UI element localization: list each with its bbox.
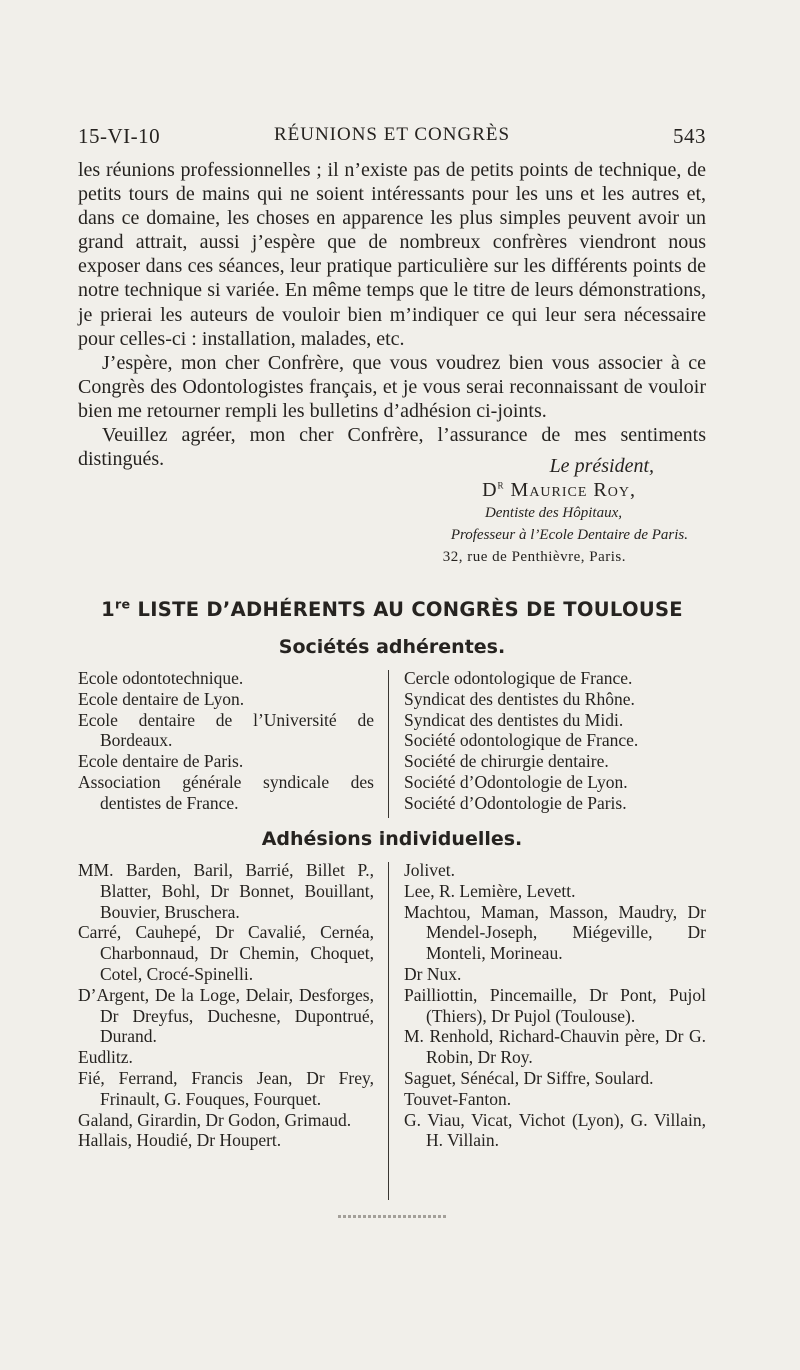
column-divider [388, 862, 389, 1200]
signature-role: Le président, [549, 455, 654, 477]
signature-address: 32, rue de Penthièvre, Paris. [442, 549, 626, 565]
paragraph-1: les réunions professionnelles ; il n’existe pas de petits points de technique, de petits tours de mains qui ne soient intéressants pour les uns et les autres et, dans ce domaine, les choses en apparence les plus simples peuvent avoir un grand attrait, aussi j’espère que de nombreux confrères viendront nous exposer dans ces séances, leur pratique particulière sur les différents points de notre technique si variée. En même temps que le titre de leurs démonstrations, je prierai les auteurs de vouloir bien m’indiquer ce qui leur sera nécessaire pour celles-ci : installation, malades, etc. [78, 159, 706, 350]
list-item: Ecole dentaire de l’Université de Bordeaux. [78, 709, 374, 751]
list-item: Saguet, Sénécal, Dr Siffre, Soulard. [404, 1067, 654, 1088]
list-item: Pailliottin, Pincemaille, Dr Pont, Pujol (Thiers), Dr Pujol (Toulouse). [404, 984, 706, 1026]
societies-left-column [78, 668, 374, 814]
list-item: Ecole dentaire de Lyon. [78, 688, 245, 709]
list-item: MM. Barden, Baril, Barrié, Billet P., Blatter, Bohl, Dr Bonnet, Bouillant, Bouvier, Bruschera. [78, 860, 374, 922]
individuals-title: Adhésions individuelles. [261, 828, 523, 850]
paragraph-2: J’espère, mon cher Confrère, que vous voudrez bien vous associer à ce Congrès des Odontologistes français, et je vous serai reconnaissant de vouloir bien me retourner rempli les bulletins d’adhésion ci-joints. [78, 351, 706, 422]
list-item: Ecole odontotechnique. [78, 668, 244, 688]
page-number: 543 [673, 124, 706, 148]
signature-block [78, 455, 706, 568]
list-item: Eudlitz. [78, 1047, 133, 1068]
list-item: Association générale syndicale des dentistes de France. [78, 771, 374, 813]
list-item: Société d’Odontologie de Lyon. [404, 771, 628, 792]
list-item: D’Argent, De la Loge, Delair, Desforges, Dr Dreyfus, Duchesne, Dupontrué, Durand. [78, 984, 374, 1047]
running-header [78, 124, 706, 154]
list-item: Touvet-Fanton. [404, 1088, 512, 1109]
list-title-text: LISTE D’ADHÉRENTS AU CONGRÈS DE TOULOUSE [137, 598, 683, 621]
list-item: Ecole dentaire de Paris. [78, 751, 244, 772]
individuals-right-column [404, 860, 706, 1151]
list-item: Fié, Ferrand, Francis Jean, Dr Frey, Frinault, G. Fouques, Fourquet. [78, 1067, 374, 1109]
paragraph-3: Veuillez agréer, mon cher Confrère, l’assurance de mes sentiments distingués. [78, 424, 706, 471]
signature-title-2: Professeur à l’Ecole Dentaire de Paris. [450, 527, 688, 543]
list-number: 1 [101, 598, 115, 621]
societies-title: Sociétés adhérentes. [278, 636, 506, 658]
signature-title-1: Dentiste des Hôpitaux, [484, 505, 622, 521]
list-item: G. Viau, Vicat, Vichot (Lyon), G. Villain, H. Villain. [404, 1109, 706, 1151]
list-item: Machtou, Maman, Masson, Maudry, Dr Mendel-Joseph, Miégeville, Dr Monteli, Morineau. [404, 901, 706, 964]
list-item: Carré, Cauhepé, Dr Cavalié, Cernéa, Charbonnaud, Dr Chemin, Choquet, Cotel, Crocé-Spinelli. [78, 922, 374, 984]
list-item: Dr Nux. [404, 963, 462, 984]
list-item: Hallais, Houdié, Dr Houpert. [78, 1130, 282, 1151]
doctor-abbrev-sup: r [497, 476, 505, 492]
list-item: Jolivet. [404, 860, 456, 880]
list-item: Société de chirurgie dentaire. [404, 751, 609, 772]
end-ornament [338, 1215, 446, 1218]
societies-columns [78, 668, 706, 818]
individuals-left-column [78, 860, 374, 1151]
list-title [78, 598, 706, 621]
list-item: Lee, R. Lemière, Levett. [404, 880, 576, 901]
societies-right-column [404, 668, 706, 814]
list-item: Société odontologique de France. [404, 730, 639, 751]
letter-body [78, 158, 706, 471]
list-number-sup: re [114, 596, 131, 612]
signature-name-line [78, 478, 706, 502]
doctor-abbrev: D [482, 479, 498, 501]
individuals-columns [78, 860, 706, 1200]
section-heading: RÉUNIONS ET CONGRÈS [273, 124, 511, 145]
list-item: Galand, Girardin, Dr Godon, Grimaud. [78, 1109, 352, 1130]
list-item: M. Renhold, Richard-Chauvin père, Dr G. Robin, Dr Roy. [404, 1026, 706, 1068]
list-item: Cercle odontologique de France. [404, 668, 633, 688]
list-item: Syndicat des dentistes du Midi. [404, 709, 624, 730]
signature-name: Maurice Roy, [510, 479, 636, 501]
list-item: Syndicat des dentistes du Rhône. [404, 688, 635, 709]
column-divider [388, 670, 389, 818]
list-item: Société d’Odontologie de Paris. [404, 792, 627, 813]
issue-date: 15-VI-10 [78, 124, 161, 148]
